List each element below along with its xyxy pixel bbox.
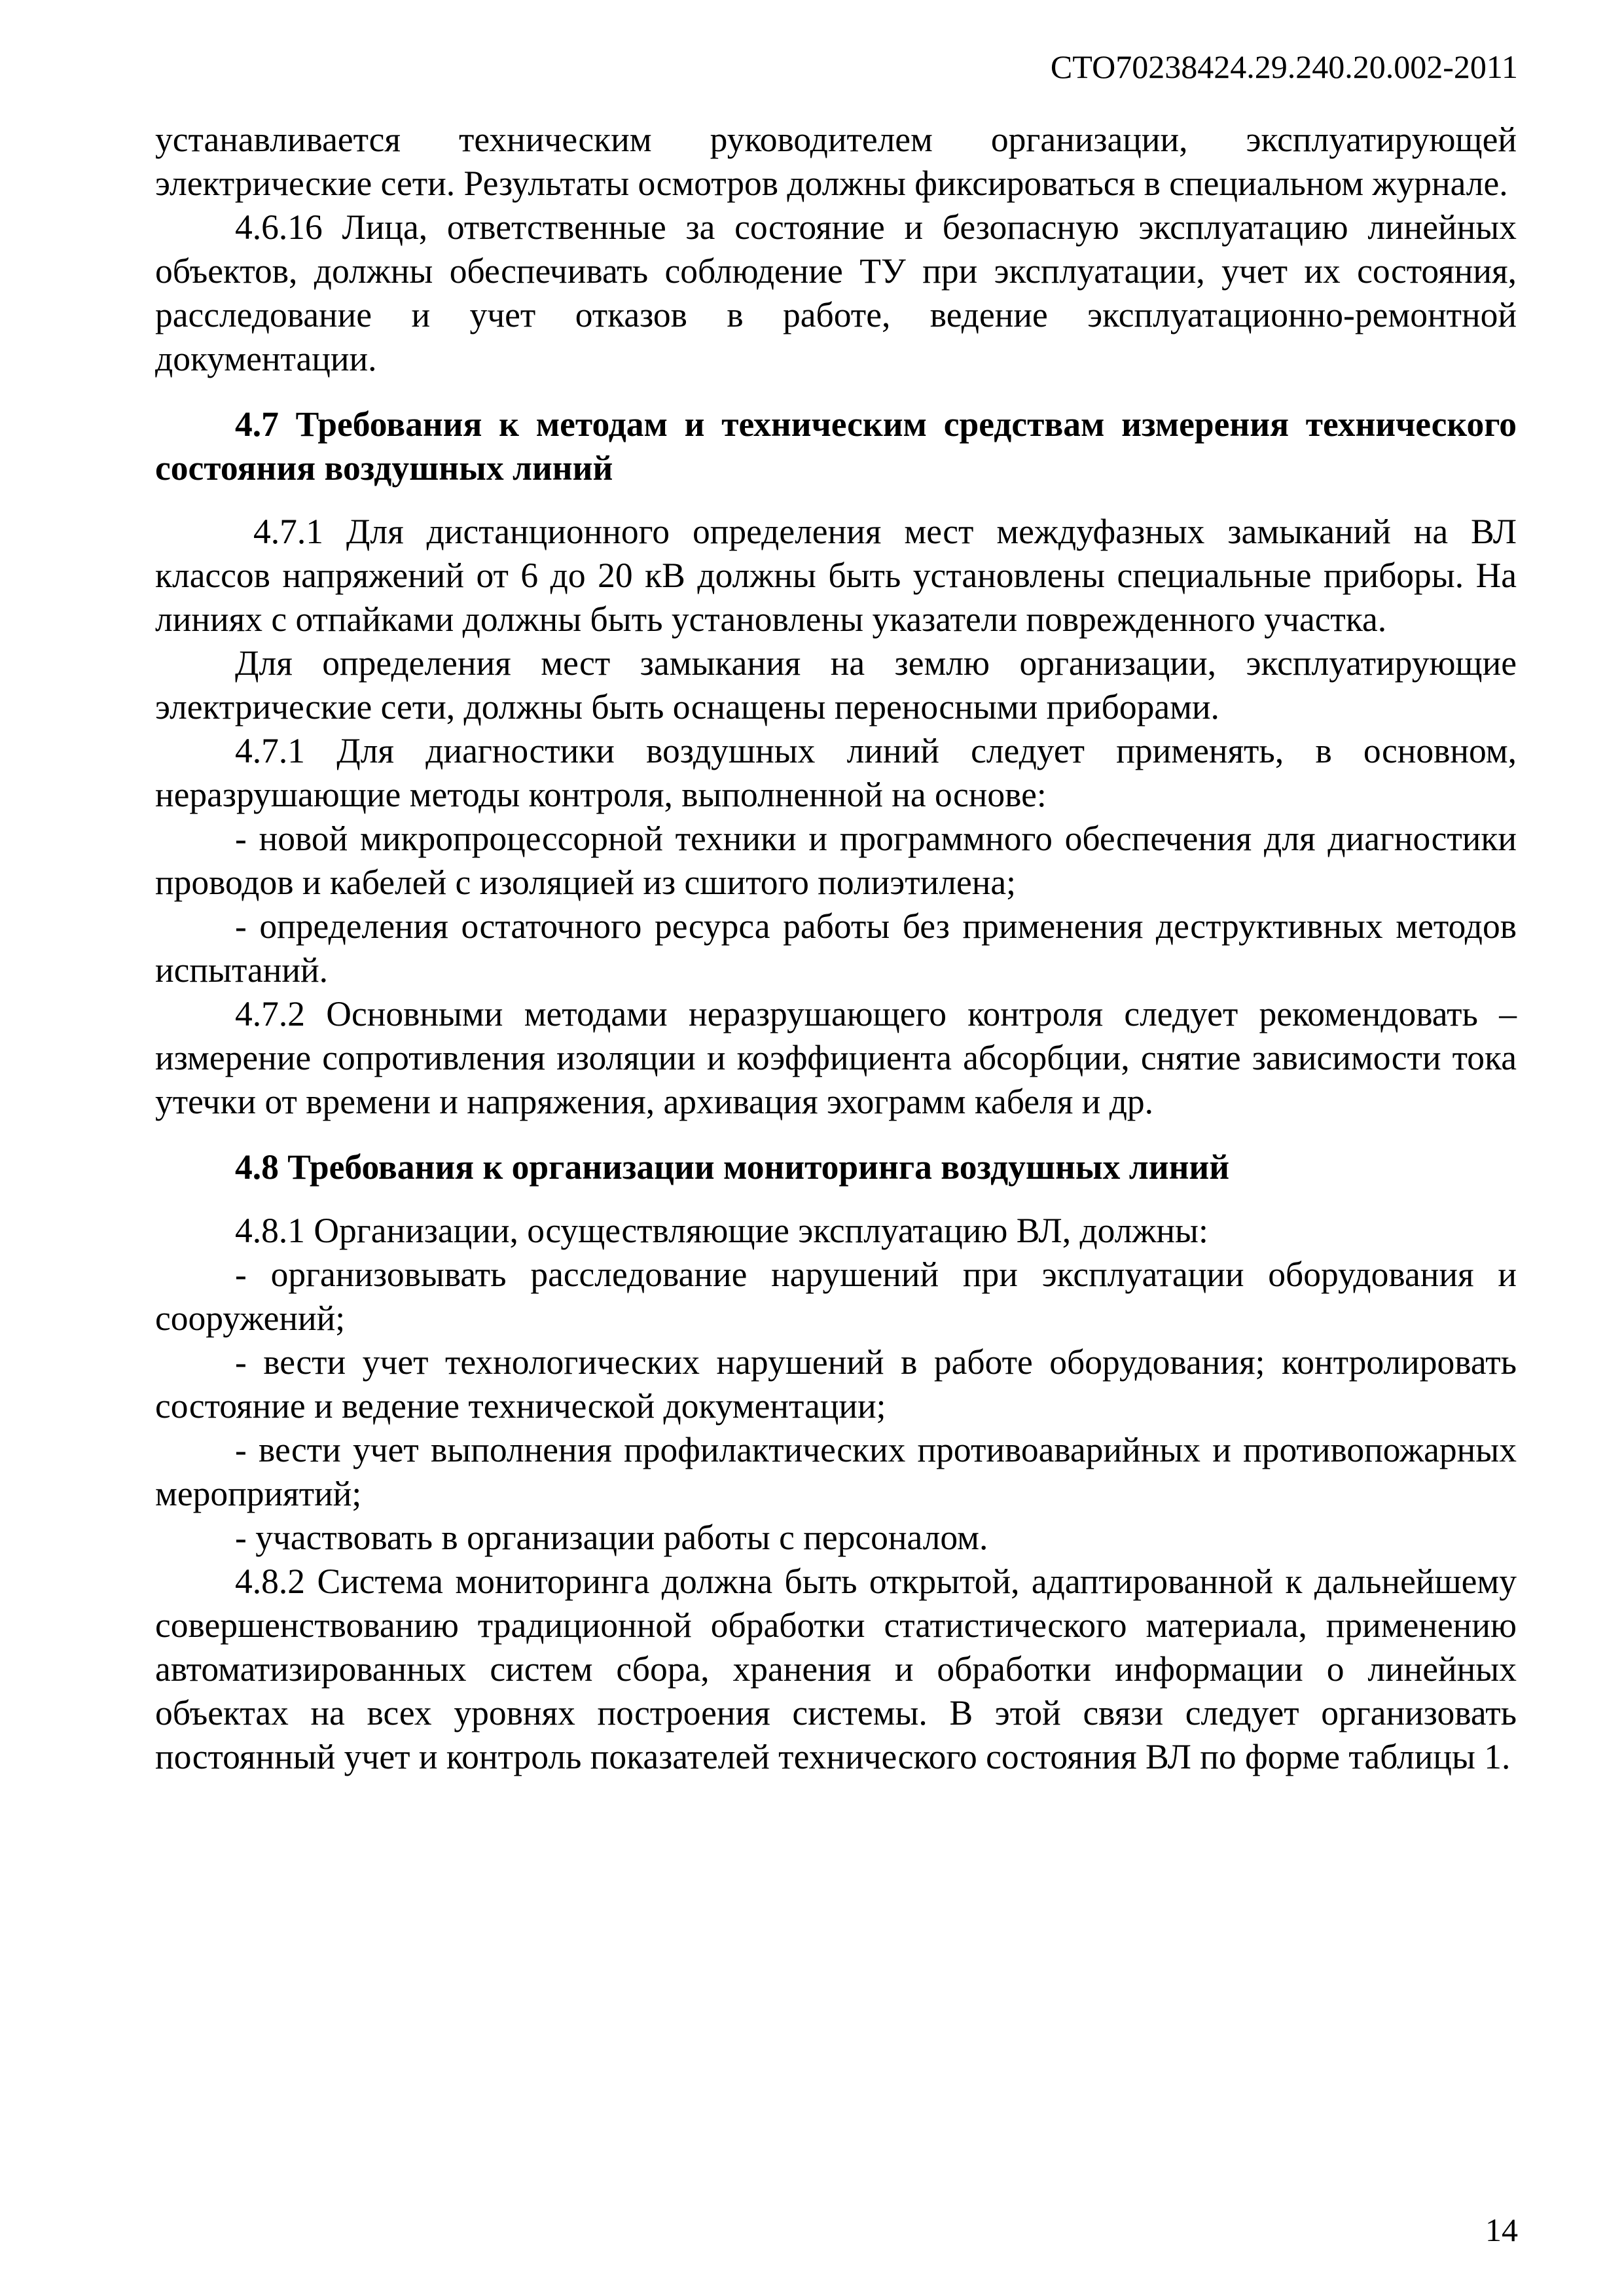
paragraph-4-8-1: 4.8.1 Организации, осуществляющие эксплуатацию ВЛ, должны:	[235, 1211, 1208, 1250]
paragraph-4-7-1-remote-location: 4.7.1 Для дистанционного определения мест междуфазных замыканий на ВЛ классов напряжений от 6 до 20 кВ должны быть установлены специальные приборы. На линиях с отпайками должны быть установлены указатели поврежденного участка.	[155, 512, 1517, 639]
section-heading-4-7: 4.7 Требования к методам и техническим средствам измерения технического состояния воздушных линий	[155, 404, 1517, 488]
list-item-personnel: - участвовать в организации работы с персоналом.	[235, 1518, 988, 1557]
list-item-residual-resource: - определения остаточного ресурса работы без применения деструктивных методов испытаний.	[155, 906, 1517, 990]
paragraph-ground-fault: Для определения мест замыкания на землю организации, эксплуатирующие электрические сети, должны быть оснащены переносными приборами.	[155, 643, 1517, 726]
list-item-investigation: - организовывать расследование нарушений при эксплуатации оборудования и сооружений;	[155, 1255, 1517, 1338]
paragraph-continuation: устанавливается техническим руководителем организации, эксплуатирующей электрические сети. Результаты осмотров должны фиксироваться в специальном журнале.	[155, 120, 1517, 203]
list-item-preventive-measures: - вести учет выполнения профилактических противоаварийных и противопожарных мероприятий;	[155, 1430, 1517, 1513]
section-heading-4-8: 4.8 Требования к организации мониторинга воздушных линий	[235, 1147, 1230, 1187]
document-body	[155, 118, 1517, 1779]
paragraph-4-8-2: 4.8.2 Система мониторинга должна быть открытой, адаптированной к дальнейшему совершенствованию традиционной обработки статистического материала, применению автоматизированных систем сбора, хранения и обработки информации о линейных объектах на всех уровнях построения системы. В этой связи следует организовать постоянный учет и контроль показателей технического состояния ВЛ по форме таблицы 1.	[155, 1562, 1517, 1776]
paragraph-4-7-2: 4.7.2 Основными методами неразрушающего контроля следует рекомендовать – измерение сопротивления изоляции и коэффициента абсорбции, снятие зависимости тока утечки от времени и напряжения, архивация эхограмм кабеля и др.	[155, 994, 1517, 1121]
document-code: СТО70238424.29.240.20.002-2011	[1050, 48, 1518, 85]
list-item-technological-violations: - вести учет технологических нарушений в работе оборудования; контролировать состояние и ведение технической документации;	[155, 1342, 1517, 1426]
list-item-microprocessor: - новой микропроцессорной техники и программного обеспечения для диагностики проводов и кабелей с изоляцией из сшитого полиэтилена;	[155, 819, 1517, 902]
paragraph-4-7-1-diagnostics: 4.7.1 Для диагностики воздушных линий следует применять, в основном, неразрушающие методы контроля, выполненной на основе:	[155, 731, 1517, 814]
page-number: 14	[1485, 2212, 1518, 2248]
paragraph-4-6-16: 4.6.16 Лица, ответственные за состояние и безопасную эксплуатацию линейных объектов, должны обеспечивать соблюдение ТУ при эксплуатации, учет их состояния, расследование и учет отказов в работе, ведение эксплуатационно-ремонтной документации.	[155, 207, 1517, 378]
